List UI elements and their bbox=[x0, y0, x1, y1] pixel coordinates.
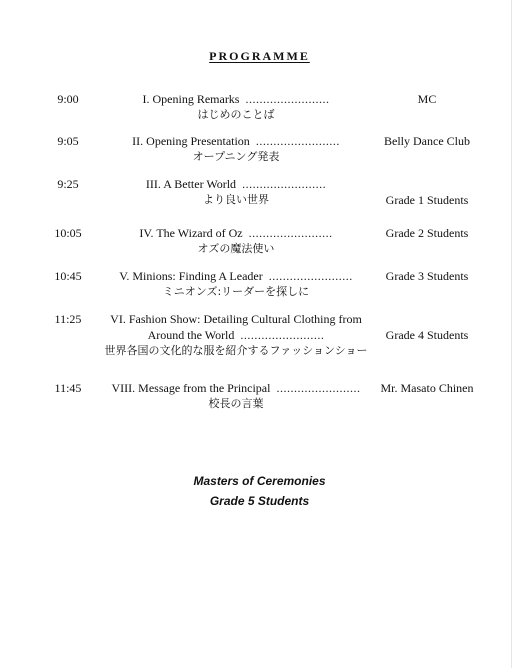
programme-performer: Grade 3 Students bbox=[385, 269, 469, 283]
programme-item-title-line bbox=[96, 133, 376, 149]
programme-performer: Grade 4 Students bbox=[385, 328, 469, 342]
programme-performer: MC bbox=[417, 92, 437, 106]
programme-time: 10:45 bbox=[54, 269, 82, 283]
programme-item-japanese: より良い世界 bbox=[203, 193, 269, 206]
programme-time: 9:05 bbox=[57, 134, 79, 148]
programme-item-title-line bbox=[96, 380, 376, 396]
programme-time: 9:00 bbox=[57, 92, 79, 106]
programme-item-title-line bbox=[96, 327, 376, 343]
programme-item-japanese: ミニオンズ:リーダーを探しに bbox=[162, 285, 310, 298]
programme-item-title-line bbox=[96, 176, 376, 192]
programme-time: 9:25 bbox=[57, 177, 79, 191]
programme-item-title: I. Opening Remarks bbox=[142, 92, 240, 106]
programme-time: 11:45 bbox=[54, 381, 82, 395]
mc-heading: Masters of Ceremonies bbox=[193, 474, 326, 488]
programme-item-title-continued: Around the World bbox=[147, 328, 235, 342]
programme-item-japanese: 校長の言葉 bbox=[208, 397, 264, 410]
programme-item-title: II. Opening Presentation bbox=[132, 134, 250, 148]
programme-item bbox=[96, 380, 376, 412]
page-title: PROGRAMME bbox=[209, 49, 310, 63]
programme-item-japanese: オズの魔法使い bbox=[197, 242, 275, 255]
programme-item bbox=[96, 225, 376, 257]
programme-item-title: VI. Fashion Show: Detailing Cultural Clothing from bbox=[110, 312, 362, 326]
programme-item bbox=[96, 176, 376, 208]
programme-item bbox=[96, 268, 376, 300]
leader-dots: ........................ bbox=[245, 92, 330, 106]
leader-dots: ........................ bbox=[268, 269, 353, 283]
programme-time: 11:25 bbox=[54, 312, 82, 326]
programme-performer: Mr. Masato Chinen bbox=[380, 381, 474, 395]
programme-item bbox=[96, 311, 376, 359]
leader-dots: ........................ bbox=[248, 226, 333, 240]
programme-item-title: V. Minions: Finding A Leader bbox=[119, 269, 263, 283]
programme-item-japanese: 世界各国の文化的な服を紹介するファッションショー bbox=[104, 344, 368, 357]
leader-dots: ........................ bbox=[240, 328, 325, 342]
masters-of-ceremonies bbox=[0, 471, 519, 511]
programme-item-title: VIII. Message from the Principal bbox=[111, 381, 271, 395]
programme-item-title-line bbox=[96, 268, 376, 284]
leader-dots: ........................ bbox=[255, 134, 340, 148]
programme-performer: Grade 1 Students bbox=[385, 193, 469, 207]
programme-item-title: III. A Better World bbox=[145, 177, 237, 191]
mc-name: Grade 5 Students bbox=[209, 494, 310, 508]
programme-performer: Grade 2 Students bbox=[385, 226, 469, 240]
programme-item-title-line bbox=[96, 91, 376, 107]
programme-item bbox=[96, 133, 376, 165]
programme-item-title: IV. The Wizard of Oz bbox=[139, 226, 243, 240]
programme-item-japanese: はじめのことば bbox=[197, 108, 275, 121]
programme-item-title-line bbox=[96, 225, 376, 241]
leader-dots: ........................ bbox=[242, 177, 327, 191]
programme-time: 10:05 bbox=[54, 226, 82, 240]
leader-dots: ........................ bbox=[276, 381, 361, 395]
programme-item-japanese: オープニング発表 bbox=[192, 150, 280, 163]
programme-performer: Belly Dance Club bbox=[384, 134, 470, 148]
programme-item bbox=[96, 91, 376, 123]
